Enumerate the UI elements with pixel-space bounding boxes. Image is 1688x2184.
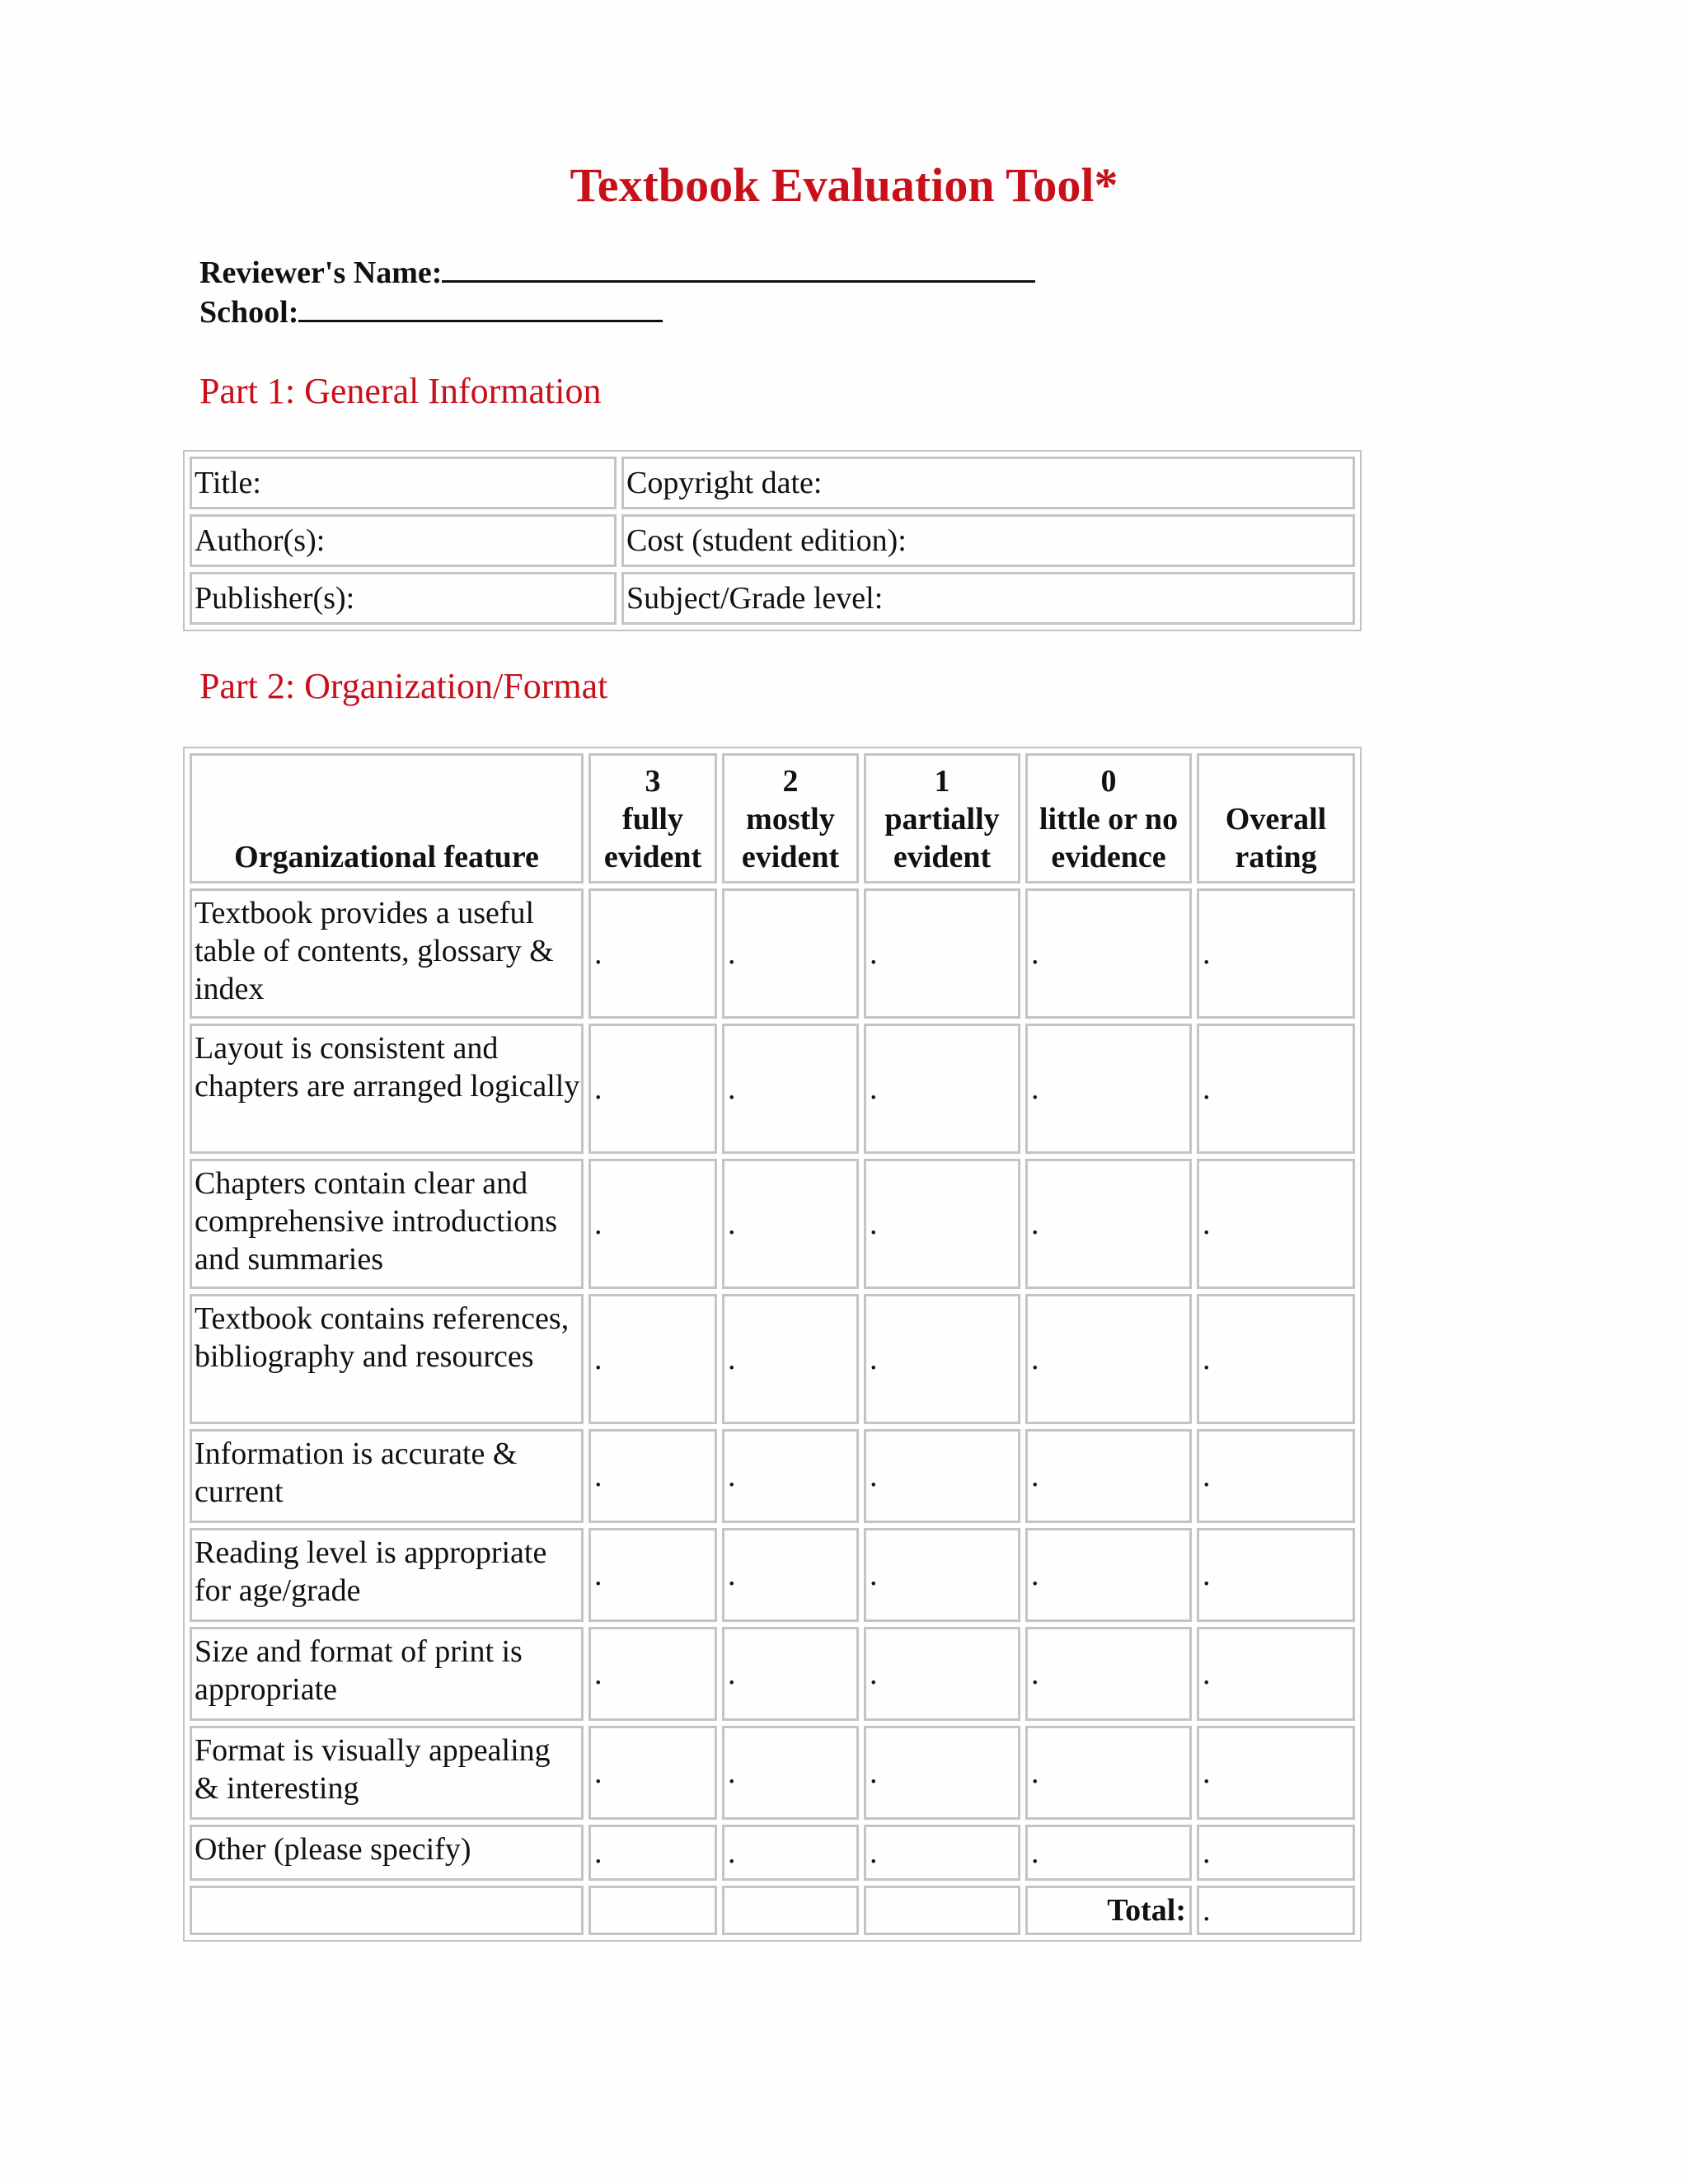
cell-mark: . [1031, 1835, 1039, 1870]
cell-mark: . [728, 1755, 736, 1790]
cell-mark: . [594, 1342, 603, 1376]
header-desc: evident [603, 840, 702, 874]
cell-mark: . [1031, 1071, 1039, 1106]
overall-rating-cell[interactable] [1197, 1627, 1355, 1721]
table-row [190, 1825, 1355, 1881]
organization-format-table [183, 747, 1362, 1942]
table-row [190, 888, 1355, 1019]
reviewer-name-blank[interactable] [442, 252, 1035, 283]
cell-mark: . [1203, 936, 1211, 971]
header-desc: Overall [1225, 802, 1327, 837]
cell-mark: . [1203, 1835, 1211, 1870]
score-0-cell[interactable] [1025, 1726, 1192, 1820]
header-partially-evident [864, 753, 1020, 883]
part1-heading: Part 1: General Information [199, 371, 602, 411]
cell-mark: . [870, 1835, 878, 1870]
score-3-cell[interactable] [588, 888, 717, 1019]
cell-mark: . [594, 1657, 603, 1691]
score-0-cell[interactable] [1025, 888, 1192, 1019]
cell-mark: . [1031, 1342, 1039, 1376]
feature-cell: Other (please specify) [190, 1825, 584, 1881]
score-2-cell[interactable] [722, 1294, 859, 1424]
cell-mark: . [1203, 1755, 1211, 1790]
score-1-cell[interactable] [864, 1024, 1020, 1154]
table-row [190, 572, 1355, 625]
cell-mark: . [870, 936, 878, 971]
cell-mark: . [728, 1071, 736, 1106]
cell-mark: . [1031, 1657, 1039, 1691]
header-row [190, 753, 1355, 883]
header-desc: mostly [746, 802, 835, 837]
cell-mark: . [728, 1558, 736, 1592]
score-3-cell[interactable] [588, 1726, 717, 1820]
copyright-date-cell[interactable]: Copyright date: [621, 457, 1355, 509]
overall-rating-cell[interactable] [1197, 1825, 1355, 1881]
overall-rating-cell[interactable] [1197, 1726, 1355, 1820]
score-1-cell[interactable] [864, 1726, 1020, 1820]
authors-cell[interactable]: Author(s): [190, 514, 617, 567]
score-2-cell[interactable] [722, 1825, 859, 1881]
header-fully-evident [588, 753, 717, 883]
table-row [190, 457, 1355, 509]
header-desc: partially [884, 802, 1000, 837]
score-1-cell[interactable] [864, 1159, 1020, 1289]
score-1-cell[interactable] [864, 1825, 1020, 1881]
cell-mark: . [1031, 1755, 1039, 1790]
header-score: 2 [782, 764, 799, 799]
score-2-cell[interactable] [722, 1528, 859, 1622]
cell-mark: . [870, 1342, 878, 1376]
cell-mark: . [594, 1459, 603, 1493]
cell-mark: . [1203, 1893, 1211, 1928]
cell-mark: . [728, 1459, 736, 1493]
cell-mark: . [1203, 1207, 1211, 1241]
overall-rating-cell[interactable] [1197, 888, 1355, 1019]
table-row [190, 1627, 1355, 1721]
cost-cell[interactable]: Cost (student edition): [621, 514, 1355, 567]
header-desc: evident [893, 840, 992, 874]
feature-cell: Layout is consistent and chapters are arranged logically [190, 1024, 584, 1154]
table-row [190, 1726, 1355, 1820]
cell-mark: . [594, 1071, 603, 1106]
overall-rating-cell[interactable] [1197, 1159, 1355, 1289]
table-row [190, 1429, 1355, 1523]
overall-rating-cell[interactable] [1197, 1294, 1355, 1424]
feature-cell: Reading level is appropriate for age/grade [190, 1528, 584, 1622]
cell-mark: . [1203, 1459, 1211, 1493]
score-3-cell[interactable] [588, 1159, 717, 1289]
header-score: 1 [934, 764, 950, 799]
title-cell[interactable]: Title: [190, 457, 617, 509]
header-mostly-evident [722, 753, 859, 883]
cell-mark: . [594, 936, 603, 971]
score-3-cell[interactable] [588, 1627, 717, 1721]
header-desc: evident [741, 840, 840, 874]
score-2-cell[interactable] [722, 1159, 859, 1289]
score-2-cell[interactable] [722, 1429, 859, 1523]
cell-mark: . [870, 1755, 878, 1790]
subject-grade-cell[interactable]: Subject/Grade level: [621, 572, 1355, 625]
cell-mark: . [1031, 1459, 1039, 1493]
score-0-cell[interactable] [1025, 1294, 1192, 1424]
header-score: 0 [1100, 764, 1117, 799]
cell-mark: . [870, 1071, 878, 1106]
part2-heading: Part 2: Organization/Format [199, 666, 608, 706]
reviewer-name-label: Reviewer's Name: [199, 255, 443, 290]
cell-mark: . [1031, 1207, 1039, 1241]
total-row [190, 1886, 1355, 1935]
score-0-cell[interactable] [1025, 1825, 1192, 1881]
header-organizational-feature: Organizational feature [190, 753, 584, 883]
reviewer-name-field[interactable] [199, 252, 1035, 292]
score-1-cell[interactable] [864, 1429, 1020, 1523]
score-1-cell[interactable] [864, 1528, 1020, 1622]
cell-mark: . [728, 936, 736, 971]
cell-mark: . [1203, 1342, 1211, 1376]
table-row [190, 1159, 1355, 1289]
cell-mark: . [870, 1459, 878, 1493]
cell-mark: . [594, 1755, 603, 1790]
header-desc: fully [622, 802, 683, 837]
school-label: School: [199, 295, 299, 330]
cell-mark: . [870, 1558, 878, 1592]
cell-mark: . [594, 1835, 603, 1870]
cell-mark: . [728, 1835, 736, 1870]
score-0-cell[interactable] [1025, 1159, 1192, 1289]
cell-mark: . [594, 1558, 603, 1592]
feature-cell: Chapters contain clear and comprehensive introductions and summaries [190, 1159, 584, 1289]
total-label: Total: [1025, 1886, 1192, 1935]
cell-mark: . [1203, 1071, 1211, 1106]
score-1-cell[interactable] [864, 888, 1020, 1019]
feature-cell: Size and format of print is appropriate [190, 1627, 584, 1721]
school-blank[interactable] [298, 292, 663, 322]
empty-cell [588, 1886, 717, 1935]
score-3-cell[interactable] [588, 1294, 717, 1424]
header-score: 3 [645, 764, 661, 799]
feature-cell: Textbook contains references, bibliography and resources [190, 1294, 584, 1424]
header-desc: rating [1235, 840, 1317, 874]
school-field[interactable] [199, 292, 663, 331]
score-2-cell[interactable] [722, 1024, 859, 1154]
cell-mark: . [728, 1207, 736, 1241]
publishers-cell[interactable]: Publisher(s): [190, 572, 617, 625]
cell-mark: . [728, 1657, 736, 1691]
score-1-cell[interactable] [864, 1627, 1020, 1721]
feature-cell: Format is visually appealing & interesting [190, 1726, 584, 1820]
general-info-table [183, 450, 1362, 631]
empty-cell [190, 1886, 584, 1935]
table-row [190, 514, 1355, 567]
table-row [190, 1024, 1355, 1154]
score-3-cell[interactable] [588, 1528, 717, 1622]
score-0-cell[interactable] [1025, 1528, 1192, 1622]
overall-rating-cell[interactable] [1197, 1528, 1355, 1622]
cell-mark: . [870, 1207, 878, 1241]
header-desc: little or no [1039, 802, 1179, 837]
score-3-cell[interactable] [588, 1429, 717, 1523]
empty-cell [864, 1886, 1020, 1935]
feature-cell: Textbook provides a useful table of contents, glossary & index [190, 888, 584, 1019]
empty-cell [722, 1886, 859, 1935]
score-2-cell[interactable] [722, 1726, 859, 1820]
document-title: Textbook Evaluation Tool* [570, 158, 1118, 212]
score-1-cell[interactable] [864, 1294, 1020, 1424]
cell-mark: . [594, 1207, 603, 1241]
cell-mark: . [1031, 1558, 1039, 1592]
header-little-or-no-evidence [1025, 753, 1192, 883]
feature-cell: Information is accurate & current [190, 1429, 584, 1523]
overall-rating-cell[interactable] [1197, 1024, 1355, 1154]
score-3-cell[interactable] [588, 1024, 717, 1154]
score-0-cell[interactable] [1025, 1429, 1192, 1523]
total-value-cell[interactable] [1197, 1886, 1355, 1935]
overall-rating-cell[interactable] [1197, 1429, 1355, 1523]
cell-mark: . [1203, 1657, 1211, 1691]
header-desc: evidence [1051, 840, 1166, 874]
cell-mark: . [1203, 1558, 1211, 1592]
table-row [190, 1528, 1355, 1622]
score-0-cell[interactable] [1025, 1627, 1192, 1721]
score-0-cell[interactable] [1025, 1024, 1192, 1154]
score-2-cell[interactable] [722, 888, 859, 1019]
score-3-cell[interactable] [588, 1825, 717, 1881]
cell-mark: . [870, 1657, 878, 1691]
cell-mark: . [728, 1342, 736, 1376]
table-row [190, 1294, 1355, 1424]
score-2-cell[interactable] [722, 1627, 859, 1721]
header-overall-rating [1197, 753, 1355, 883]
cell-mark: . [1031, 936, 1039, 971]
